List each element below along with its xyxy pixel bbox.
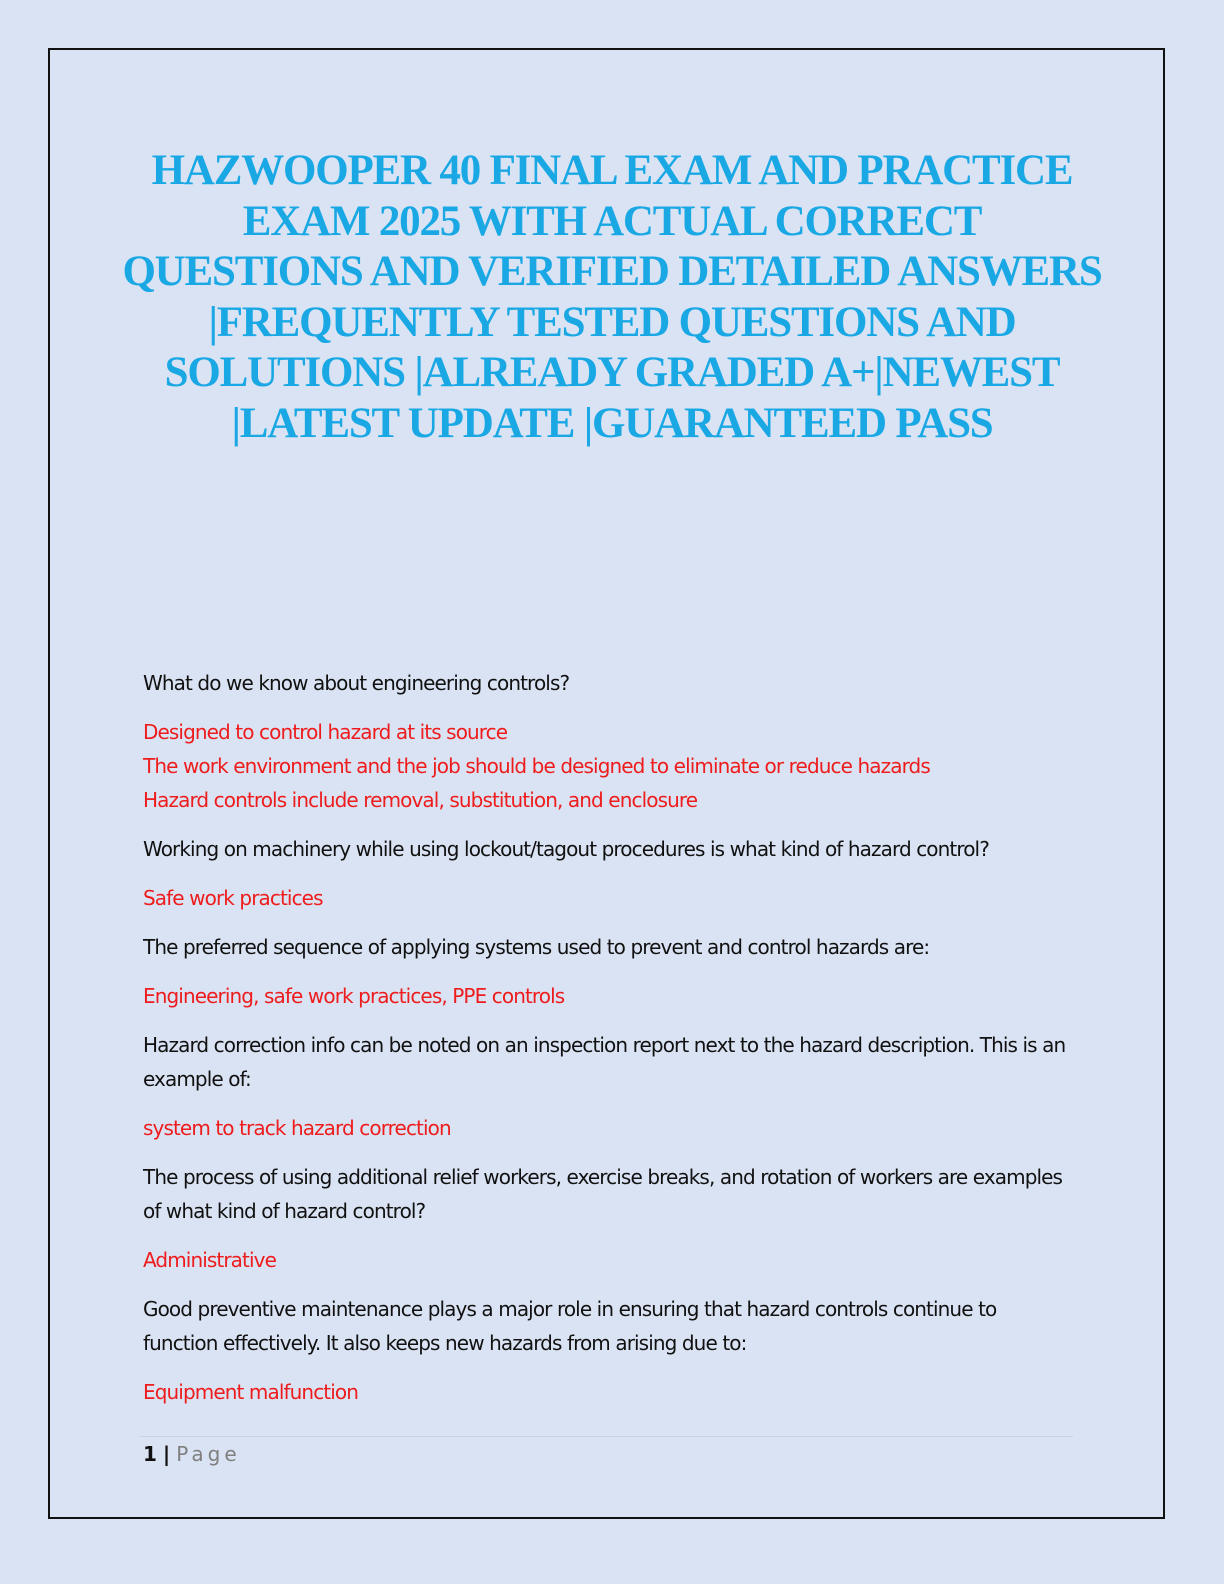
page-number: 1: [143, 1442, 157, 1466]
qa-content: [143, 666, 1073, 1409]
question-4: Hazard correction info can be noted on an inspection report next to the hazard description. This is an example of:: [143, 1033, 1066, 1091]
question-5: The process of using additional relief workers, exercise breaks, and rotation of workers are examples of what kind of hazard control?: [143, 1165, 1063, 1223]
answer-6: Equipment malfunction: [143, 1380, 359, 1404]
document-title: HAZWOOPER 40 FINAL EXAM AND PRACTICE EXAM 2025 WITH ACTUAL CORRECT QUESTIONS AND VERIFIED DETAILED ANSWERS |FREQUENTLY TESTED QUESTIONS AND SOLUTIONS |ALREADY GRADED A+|NEWEST |LATEST UPDATE |GUARANTEED PASS: [122, 147, 1102, 447]
footer-divider: [140, 1436, 1073, 1437]
footer-separator: |: [162, 1442, 171, 1466]
page-footer: [143, 1440, 241, 1468]
question-2: Working on machinery while using lockout/tagout procedures is what kind of hazard control?: [143, 837, 989, 861]
answer-1-line-3: Hazard controls include removal, substitution, and enclosure: [143, 788, 698, 812]
answer-5: Administrative: [143, 1248, 276, 1272]
question-6: Good preventive maintenance plays a major role in ensuring that hazard controls continue to function effectively. It also keeps new hazards from arising due to:: [143, 1297, 997, 1355]
question-3: The preferred sequence of applying systems used to prevent and control hazards are:: [143, 935, 930, 959]
answer-4: system to track hazard correction: [143, 1116, 451, 1140]
answer-1-line-2: The work environment and the job should be designed to eliminate or reduce hazards: [143, 754, 930, 778]
answer-2: Safe work practices: [143, 886, 323, 910]
page-label: Page: [176, 1442, 241, 1466]
answer-1-line-1: Designed to control hazard at its source: [143, 720, 508, 744]
question-1: What do we know about engineering controls?: [143, 671, 570, 695]
answer-3: Engineering, safe work practices, PPE controls: [143, 984, 565, 1008]
